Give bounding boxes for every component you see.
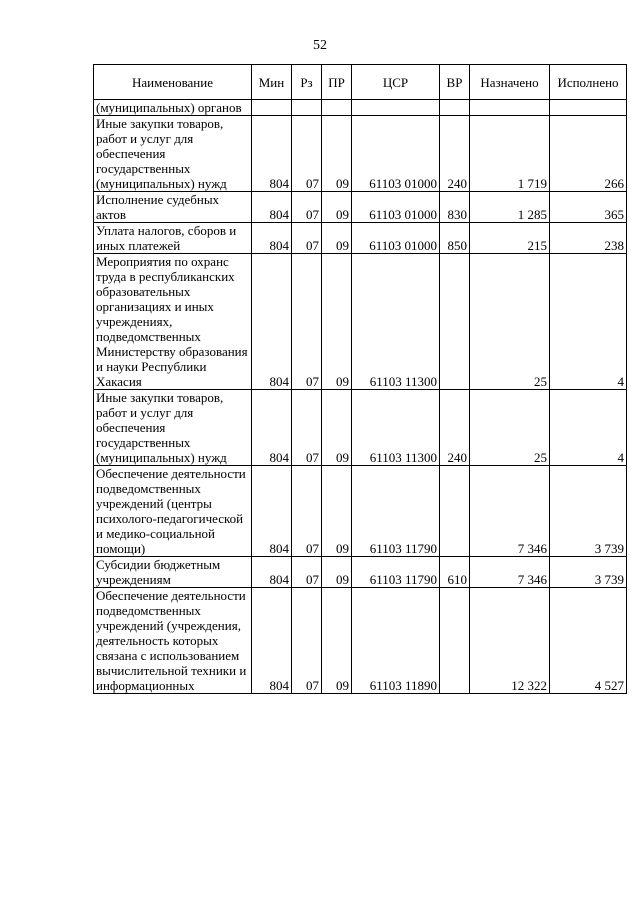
header-min: Мин <box>252 65 292 100</box>
cell-assigned: 7 346 <box>470 557 550 588</box>
cell-vr: 240 <box>440 390 470 466</box>
cell-executed: 266 <box>550 116 627 192</box>
table-row <box>94 557 627 588</box>
table-row <box>94 223 627 254</box>
cell-assigned: 25 <box>470 254 550 390</box>
cell-csr: 61103 01000 <box>352 192 440 223</box>
cell-min: 804 <box>252 116 292 192</box>
header-pr: ПР <box>322 65 352 100</box>
cell-rz: 07 <box>292 192 322 223</box>
cell-pr: 09 <box>322 466 352 557</box>
cell-assigned: 1 285 <box>470 192 550 223</box>
cell-min: 804 <box>252 223 292 254</box>
cell-executed: 3 739 <box>550 466 627 557</box>
cell-csr: 61103 11790 <box>352 466 440 557</box>
cell-name: (муниципальных) органов <box>94 100 252 116</box>
cell-rz: 07 <box>292 223 322 254</box>
cell-vr: 610 <box>440 557 470 588</box>
cell-pr: 09 <box>322 192 352 223</box>
cell-rz: 07 <box>292 466 322 557</box>
cell-pr: 09 <box>322 557 352 588</box>
header-vr: ВР <box>440 65 470 100</box>
cell-min: 804 <box>252 466 292 557</box>
budget-table <box>93 64 627 694</box>
table-header-row <box>94 65 627 100</box>
cell-pr: 09 <box>322 588 352 694</box>
page-number: 52 <box>313 38 327 53</box>
cell-name: Иные закупки товаров, работ и услуг для обеспечения государственных (муниципальных) нужд <box>94 390 252 466</box>
cell-pr: 09 <box>322 390 352 466</box>
cell-assigned: 7 346 <box>470 466 550 557</box>
table-row <box>94 588 627 694</box>
cell-vr <box>440 254 470 390</box>
cell-name: Обеспечение деятельности подведомственных учреждений (учреждения, деятельность которых связана с использованием вычислительной техники и информационных <box>94 588 252 694</box>
cell-vr <box>440 588 470 694</box>
cell-vr <box>440 466 470 557</box>
cell-executed: 4 <box>550 254 627 390</box>
cell-rz: 07 <box>292 557 322 588</box>
cell-assigned <box>470 100 550 116</box>
cell-pr: 09 <box>322 254 352 390</box>
cell-rz: 07 <box>292 116 322 192</box>
cell-executed: 238 <box>550 223 627 254</box>
header-executed: Исполнено <box>550 65 627 100</box>
cell-csr: 61103 01000 <box>352 116 440 192</box>
cell-name: Иные закупки товаров, работ и услуг для обеспечения государственных (муниципальных) нужд <box>94 116 252 192</box>
cell-executed <box>550 100 627 116</box>
cell-assigned: 215 <box>470 223 550 254</box>
cell-min: 804 <box>252 390 292 466</box>
header-rz: Рз <box>292 65 322 100</box>
cell-rz: 07 <box>292 254 322 390</box>
cell-assigned: 25 <box>470 390 550 466</box>
cell-csr: 61103 11300 <box>352 254 440 390</box>
cell-name: Субсидии бюджетным учреждениям <box>94 557 252 588</box>
cell-rz: 07 <box>292 390 322 466</box>
cell-name: Исполнение судебных актов <box>94 192 252 223</box>
cell-assigned: 12 322 <box>470 588 550 694</box>
cell-executed: 4 527 <box>550 588 627 694</box>
table-row <box>94 390 627 466</box>
cell-pr: 09 <box>322 116 352 192</box>
table-body <box>94 100 627 694</box>
cell-min: 804 <box>252 254 292 390</box>
cell-assigned: 1 719 <box>470 116 550 192</box>
cell-rz: 07 <box>292 588 322 694</box>
cell-csr: 61103 11300 <box>352 390 440 466</box>
table-row <box>94 466 627 557</box>
table-row <box>94 254 627 390</box>
cell-name: Уплата налогов, сборов и иных платежей <box>94 223 252 254</box>
cell-min: 804 <box>252 557 292 588</box>
cell-rz <box>292 100 322 116</box>
cell-csr <box>352 100 440 116</box>
cell-vr: 240 <box>440 116 470 192</box>
cell-vr: 830 <box>440 192 470 223</box>
cell-csr: 61103 01000 <box>352 223 440 254</box>
cell-min: 804 <box>252 192 292 223</box>
cell-executed: 3 739 <box>550 557 627 588</box>
cell-csr: 61103 11890 <box>352 588 440 694</box>
cell-pr: 09 <box>322 223 352 254</box>
table-row <box>94 100 627 116</box>
cell-vr: 850 <box>440 223 470 254</box>
header-name: Наименование <box>94 65 252 100</box>
cell-min <box>252 100 292 116</box>
table-row <box>94 192 627 223</box>
cell-executed: 365 <box>550 192 627 223</box>
cell-executed: 4 <box>550 390 627 466</box>
cell-csr: 61103 11790 <box>352 557 440 588</box>
table-row <box>94 116 627 192</box>
cell-pr <box>322 100 352 116</box>
cell-name: Обеспечение деятельности подведомственных учреждений (центры психолого-педагогической и медико-социальной помощи) <box>94 466 252 557</box>
cell-min: 804 <box>252 588 292 694</box>
cell-name: Мероприятия по охранс труда в республиканских образовательных организациях и иных учреждениях, подведомственных Министерству образования и науки Республики Хакасия <box>94 254 252 390</box>
cell-vr <box>440 100 470 116</box>
header-assigned: Назначено <box>470 65 550 100</box>
header-csr: ЦСР <box>352 65 440 100</box>
